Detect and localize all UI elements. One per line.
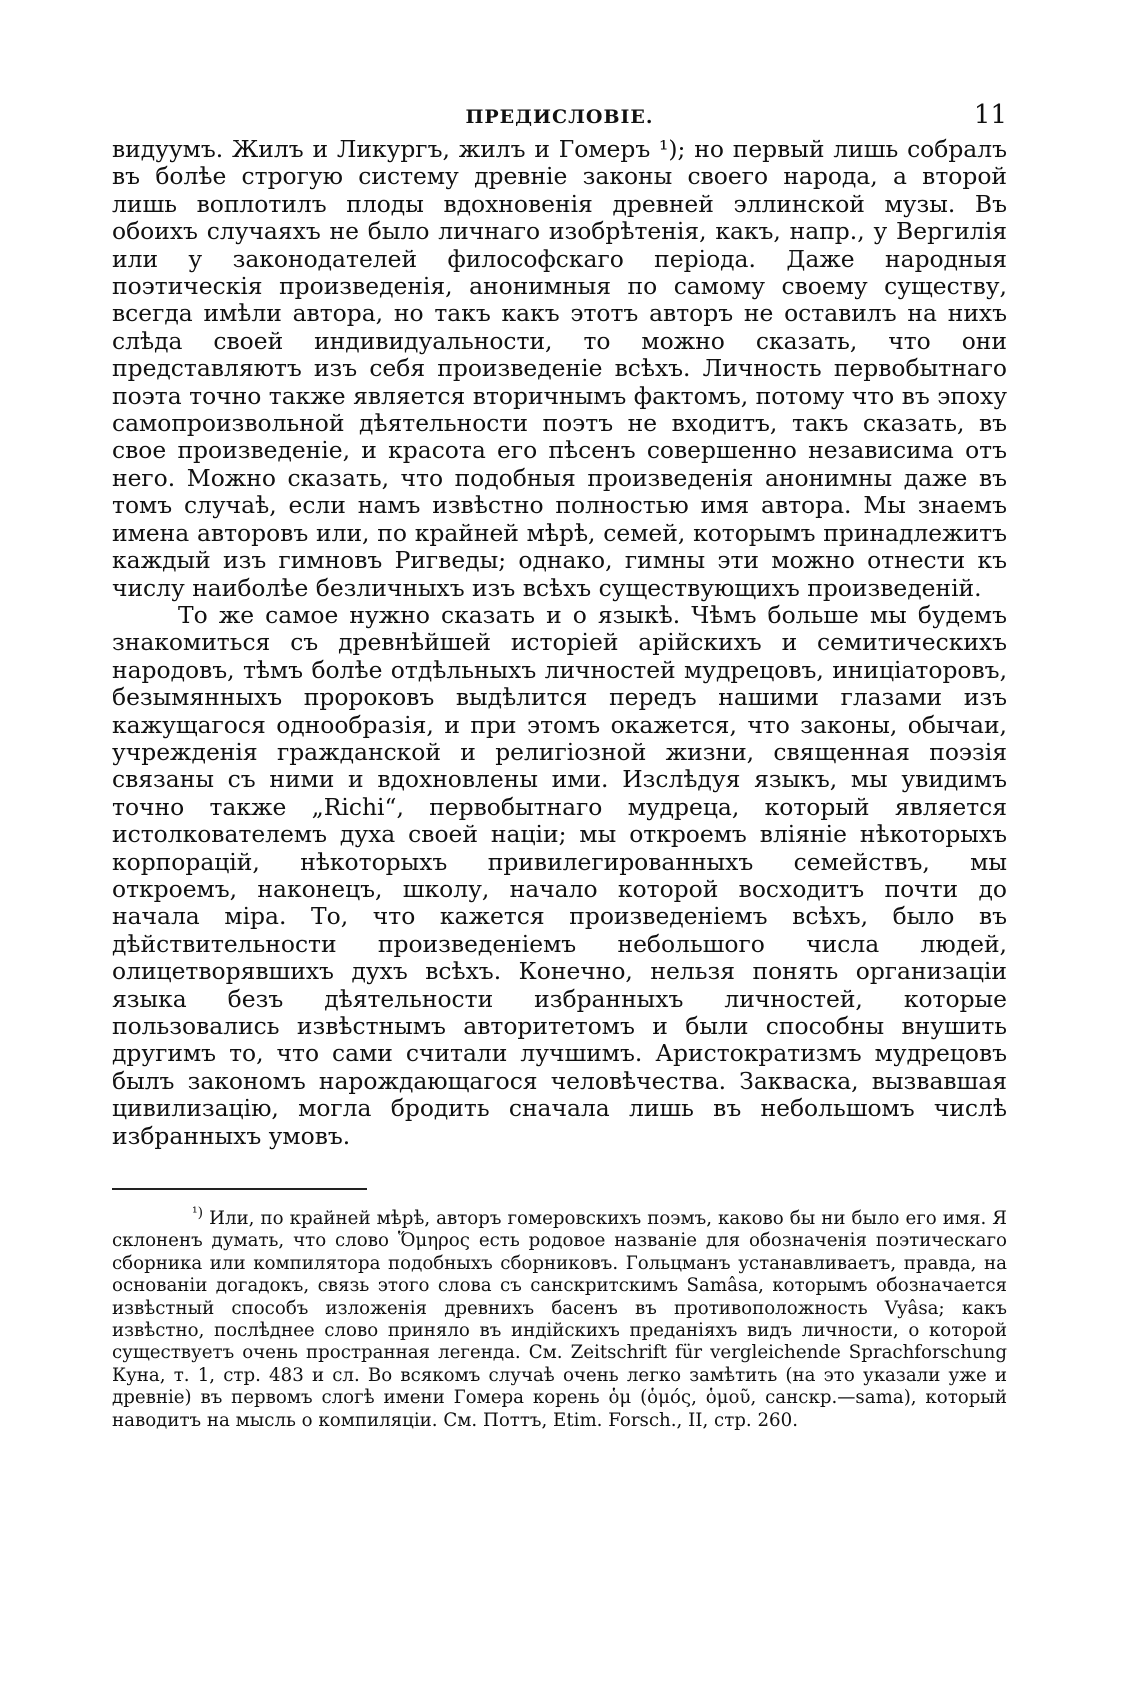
running-head <box>112 100 1007 136</box>
paragraph: То же самое нужно сказать и о языкѣ. Чѣмъ больше мы будемъ знакомиться съ древнѣйшей исторіей арійскихъ и семитическихъ народовъ, тѣмъ болѣе отдѣльныхъ личностей мудрецовъ, иниціаторовъ, безымянныхъ пророковъ выдѣлится передъ нашими глазами изъ кажущагося однообразія, и при этомъ окажется, что законы, обычаи, учрежденія гражданской и религіозной жизни, священная поэзія связаны съ ними и вдохновлены ими. Изслѣдуя языкъ, мы увидимъ точно также „Richi“, первобытнаго мудреца, который является истолкователемъ духа своей націи; мы откроемъ вліяніе нѣкоторыхъ корпорацій, нѣкоторыхъ привилегированныхъ семействъ, мы откроемъ, наконецъ, школу, начало которой восходитъ почти до начала міра. То, что кажется произведеніемъ всѣхъ, было въ дѣйствительности произведеніемъ небольшого числа людей, олицетворявшихъ духъ всѣхъ. Конечно, нельзя понять организаціи языка безъ дѣятельности избранныхъ личностей, которые пользовались извѣстнымъ авторитетомъ и были способны внушить другимъ то, что сами считали лучшимъ. Аристократизмъ мудрецовъ былъ закономъ нарождающагося человѣчества. Закваска, вызвавшая цивилизацію, могла бродить сначала лишь въ небольшомъ числѣ избранныхъ умовъ. <box>112 600 1007 1150</box>
paragraph: видуумъ. Жилъ и Ликургъ, жилъ и Гомеръ ¹); но первый лишь собралъ въ болѣе строгую систему древніе законы своего народа, а второй лишь воплотилъ плоды вдохновенія древней эллинской музы. Въ обоихъ случаяхъ не было личнаго изобрѣтенія, какъ, напр., у Вергилія или у законодателей философскаго періода. Даже народныя поэтическія произведенія, анонимныя по самому своему существу, всегда имѣли автора, но такъ какъ этотъ авторъ не оставилъ на нихъ слѣда своей индивидуальности, то можно сказать, что они представляютъ изъ себя произведеніе всѣхъ. Личность первобытнаго поэта точно также является вторичнымъ фактомъ, потому что въ эпоху самопроизвольной дѣятельности поэтъ не входитъ, такъ сказать, въ свое произведеніе, и красота его пѣсенъ совершенно независима отъ него. Можно сказать, что подобныя произведенія анонимны даже въ томъ случаѣ, если намъ извѣстно полностью имя автора. Мы знаемъ имена авторовъ или, по крайней мѣрѣ, семей, которымъ принадлежитъ каждый изъ гимновъ Ригведы; однако, гимны эти можно отнести къ числу наиболѣе безличныхъ изъ всѣхъ существующихъ произведеній. <box>112 135 1007 602</box>
footnote-text: Или, по крайней мѣрѣ, авторъ гомеровскихъ поэмъ, каково бы ни было его имя. Я склоненъ думать, что слово Ὅμηρος есть родовое названіе для обозначенія поэтическаго сборника или компилятора подобныхъ сборниковъ. Гольцманъ устанавливаетъ, правда, на основаніи догадокъ, связь этого слова съ санскритскимъ Samâsa, которымъ обозначается извѣстный способъ изложенія древнихъ басенъ въ противоположность Vyâsa; какъ извѣстно, послѣднее слово приняло въ индійскихъ преданіяхъ видъ личности, о которой существуетъ очень пространная легенда. См. Zeitschrift für vergleichende Sprachforschung Куна, т. 1, стр. 483 и сл. Во всякомъ случаѣ очень легко замѣтить (на это указали уже и древніе) въ первомъ слогѣ имени Гомера корень ὁμ (ὁμός, ὁμοῦ, санскр.—sama), который наводитъ на мысль о компиляціи. См. Поттъ, Etim. Forsch., II, стр. 260. <box>112 1208 1007 1431</box>
footnote-divider <box>112 1188 367 1190</box>
footnote-marker: ¹) <box>192 1204 204 1221</box>
body-text <box>112 136 1007 1150</box>
book-page <box>112 100 1007 1432</box>
running-title: ПРЕДИСЛОВІЕ. <box>465 106 654 128</box>
footnote <box>112 1204 1007 1432</box>
page-number: 11 <box>973 100 1007 130</box>
